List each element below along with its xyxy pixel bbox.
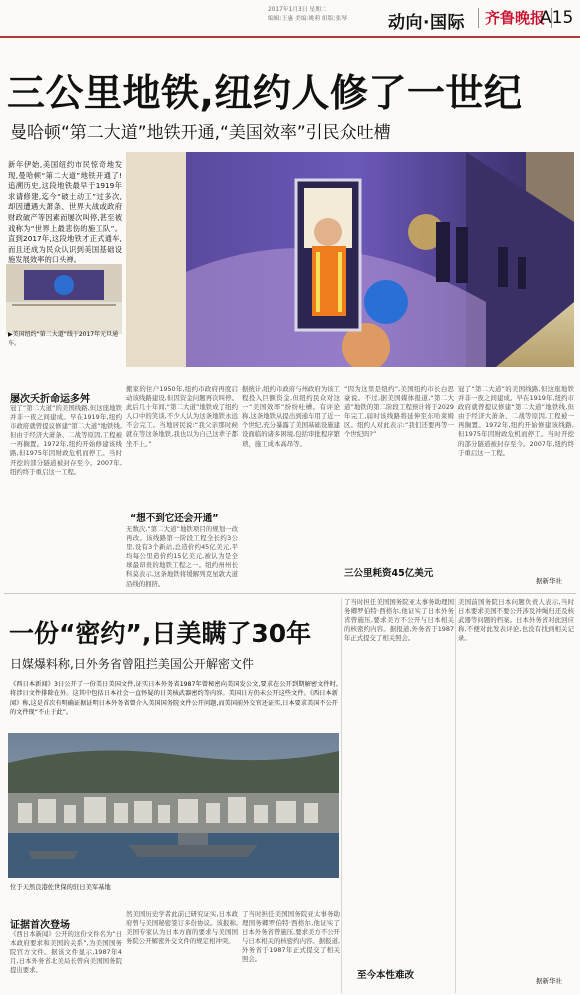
article2-column-3: 了当时担任美国国务院亚太事务助理国务卿罗伯特·西格尔,他证实了日本外务省曾施压,要求美方不公开与日本相关的核密约内容。据报道,外务省于1987年正式提交了相关照会。 [242,910,340,964]
article2-headline: 一份“密约”,日美瞒了30年 [9,619,312,648]
section-heading-3: 三公里耗资45亿美元 [344,568,434,579]
subway-thumbnail-image [6,264,122,334]
article1-column-5: 冠了“第二大道”的美国线路,但这座地铁并非一夜之间建成。早在1919年,纽约市政府就曾提议修建“第二大道”地铁线,但由于经济大萧条、二战等原因,工程被一再搁置。1972年,纽约开始修建该线路,但1975年因财政危机而停工。当时开挖的部分隧道被封存至今。2007年,纽约终于重启这一工程。 [458,385,574,457]
page-number: A15 [540,8,574,28]
article1-column-3: 据统计,纽约市政府与州政府为该工程投入巨额资金,但纽约民众对这一“美国效率”纷纷吐槽。有评论称,这条地铁从提出到通车用了近一个世纪,充分暴露了美国基础设施建设面临的诸多困境,包括审批程序繁琐、施工成本高昂等。 [242,385,340,448]
article1-column-1: 冠了“第二大道”的美国线路,但这座地铁并非一夜之间建成。早在1919年,纽约市政府就曾提议修建“第二大道”地铁线,但由于经济大萧条、二战等原因,工程被一再搁置。1972年,纽约开始修建该线路,但1975年因财政危机而停工。当时开挖的部分隧道被封存至今。2007年,纽约终于重启这一工程。 [10,404,122,476]
issue-date: 2017年1月3日 星期二 [268,7,327,13]
section-heading-1: 屡次夭折命运多舛 [10,394,90,405]
section-title: 动向·国际 [388,13,465,33]
article2-column-5: 美国前国务院日本问题负责人表示,当时日本要求美国不要公开涉及冲绳归还及核武器等问题的档案。日本外务省对此回应称,不便对此发表评论,也没有找到相关记录。 [458,598,574,643]
article2-subheadline: 日媒爆料称,日外务省曾阻拦美国公开解密文件 [10,657,254,671]
article1-headline: 三公里地铁,纽约人修了一世纪 [7,71,523,115]
article1-column-4: “因为这里是纽约”,美国纽约市长白思豪说。不过,据美国媒体报道,“第二大道”地铁的第二阶段工程预计将于2029年完工,届时该线路将延伸至东哈莱姆区。纽约人对此表示:“我们还要再等一个世纪吗?” [344,385,454,439]
section-heading-2: “想不到它还会开通” [130,513,219,524]
article1-column-2: 搬家的住户1950年,纽约市政府再度启动该线路建设,但因资金问题再次叫停。此后几十年间,“第二大道”地铁成了纽约人口中的笑谈,不少人认为这条地铁永远不会完工。当地居民说:“我父亲那时候就在等这条地铁,我也以为自己这辈子都坐不上。” [126,385,238,448]
section-heading-4: 证据首次登场 [10,920,70,931]
article2-lead: 《西日本新闻》3日公开了一份美日美国文件,证实日本外务省1987年曾秘密向美国发公文,要求在公开到期解密文件时,将涉日文件排除在外。这其中包括日本社会一直怀疑的日美核武器密约等内容。美国日方仍未公开这些文件。《西日本新闻》称,这是首次有明确证据证明日本外务省曾介入美国国务院文件公开问题,而美国前外交官还证实,日本要求美国不公开的文件现“不止于此”。 [10,681,338,716]
article1-column-2b: 无数次,“第二大道”地铁项目的规划一改再改。该线路第一阶段工程全长约3公里,设有3个新站,总造价约45亿美元,平均每公里造价约15亿美元,被认为是全球最昂贵的地铁工程之一。纽约州州长科莫表示,这条地铁将缓解列克星敦大道沿线的拥挤。 [126,525,238,588]
thumbnail-graphic [6,264,122,334]
section-heading-5: 至今本性难改 [357,970,415,981]
article2-column-4: 了当时担任美国国务院亚太事务助理国务卿罗伯特·西格尔,他证实了日本外务省曾施压,要求美方不公开与日本相关的核密约内容。据报道,外务省于1987年正式提交了相关照会。 [344,598,454,643]
naval-base-photo [8,733,339,878]
subway-train-photo [126,152,574,367]
column-divider [341,598,342,993]
header-rule [0,36,580,38]
article1-credit: 据新华社 [536,577,562,585]
article-separator [4,593,576,594]
train-illustration [126,152,574,367]
harbor-illustration [8,733,339,878]
article2-column-2: 然美国历史学者此前已研究证实,日本政府曾与美国秘密签订多份协议。该报称,美国专家认为日本方面的要求与美国国务院公开解密外交文件的规定相冲突。 [126,910,238,946]
article1-intro: 新年伊始,美国纽约市民惊奇地发现,曼哈顿“第二大道”地铁开通了!追溯历史,这段地铁最早于1919年求请修建,迄今“破土动工”过多次,却因遭遇大萧条、世界大战或政府财政破产等因素而屡次叫停,甚至被戏称为“世界上最悲伤的施工队”。直到2017年,这段地铁才正式通车,而且还成为民众认识到美国基础设施发展效率的口头禅。 [8,160,122,265]
photo-caption: 位于天然良港佐世保的驻日美军基地 [10,884,111,891]
article2-column-1: 《西日本新闻》公开的这份文件名为“日本政府要求和美国的关系”,为美国国务院官方文件。据该文件显示,1987年4月,日本外务省北美局长曾向美国国务院提出要求。 [10,930,122,975]
thumbnail-caption: ▶美国纽约“第二大道”线于2017年元旦通车。 [8,331,119,347]
article2-credit: 据新华社 [536,977,562,985]
article1-subheadline: 曼哈顿“第二大道”地铁开通,“美国效率”引民众吐槽 [10,123,391,143]
column-divider [455,598,456,993]
header-meta [268,6,347,24]
editor-credits: 编辑:王惠 美编:姚莉 组版:张琴 [268,16,348,22]
newspaper-logo: 齐鲁晚报 [478,8,552,28]
